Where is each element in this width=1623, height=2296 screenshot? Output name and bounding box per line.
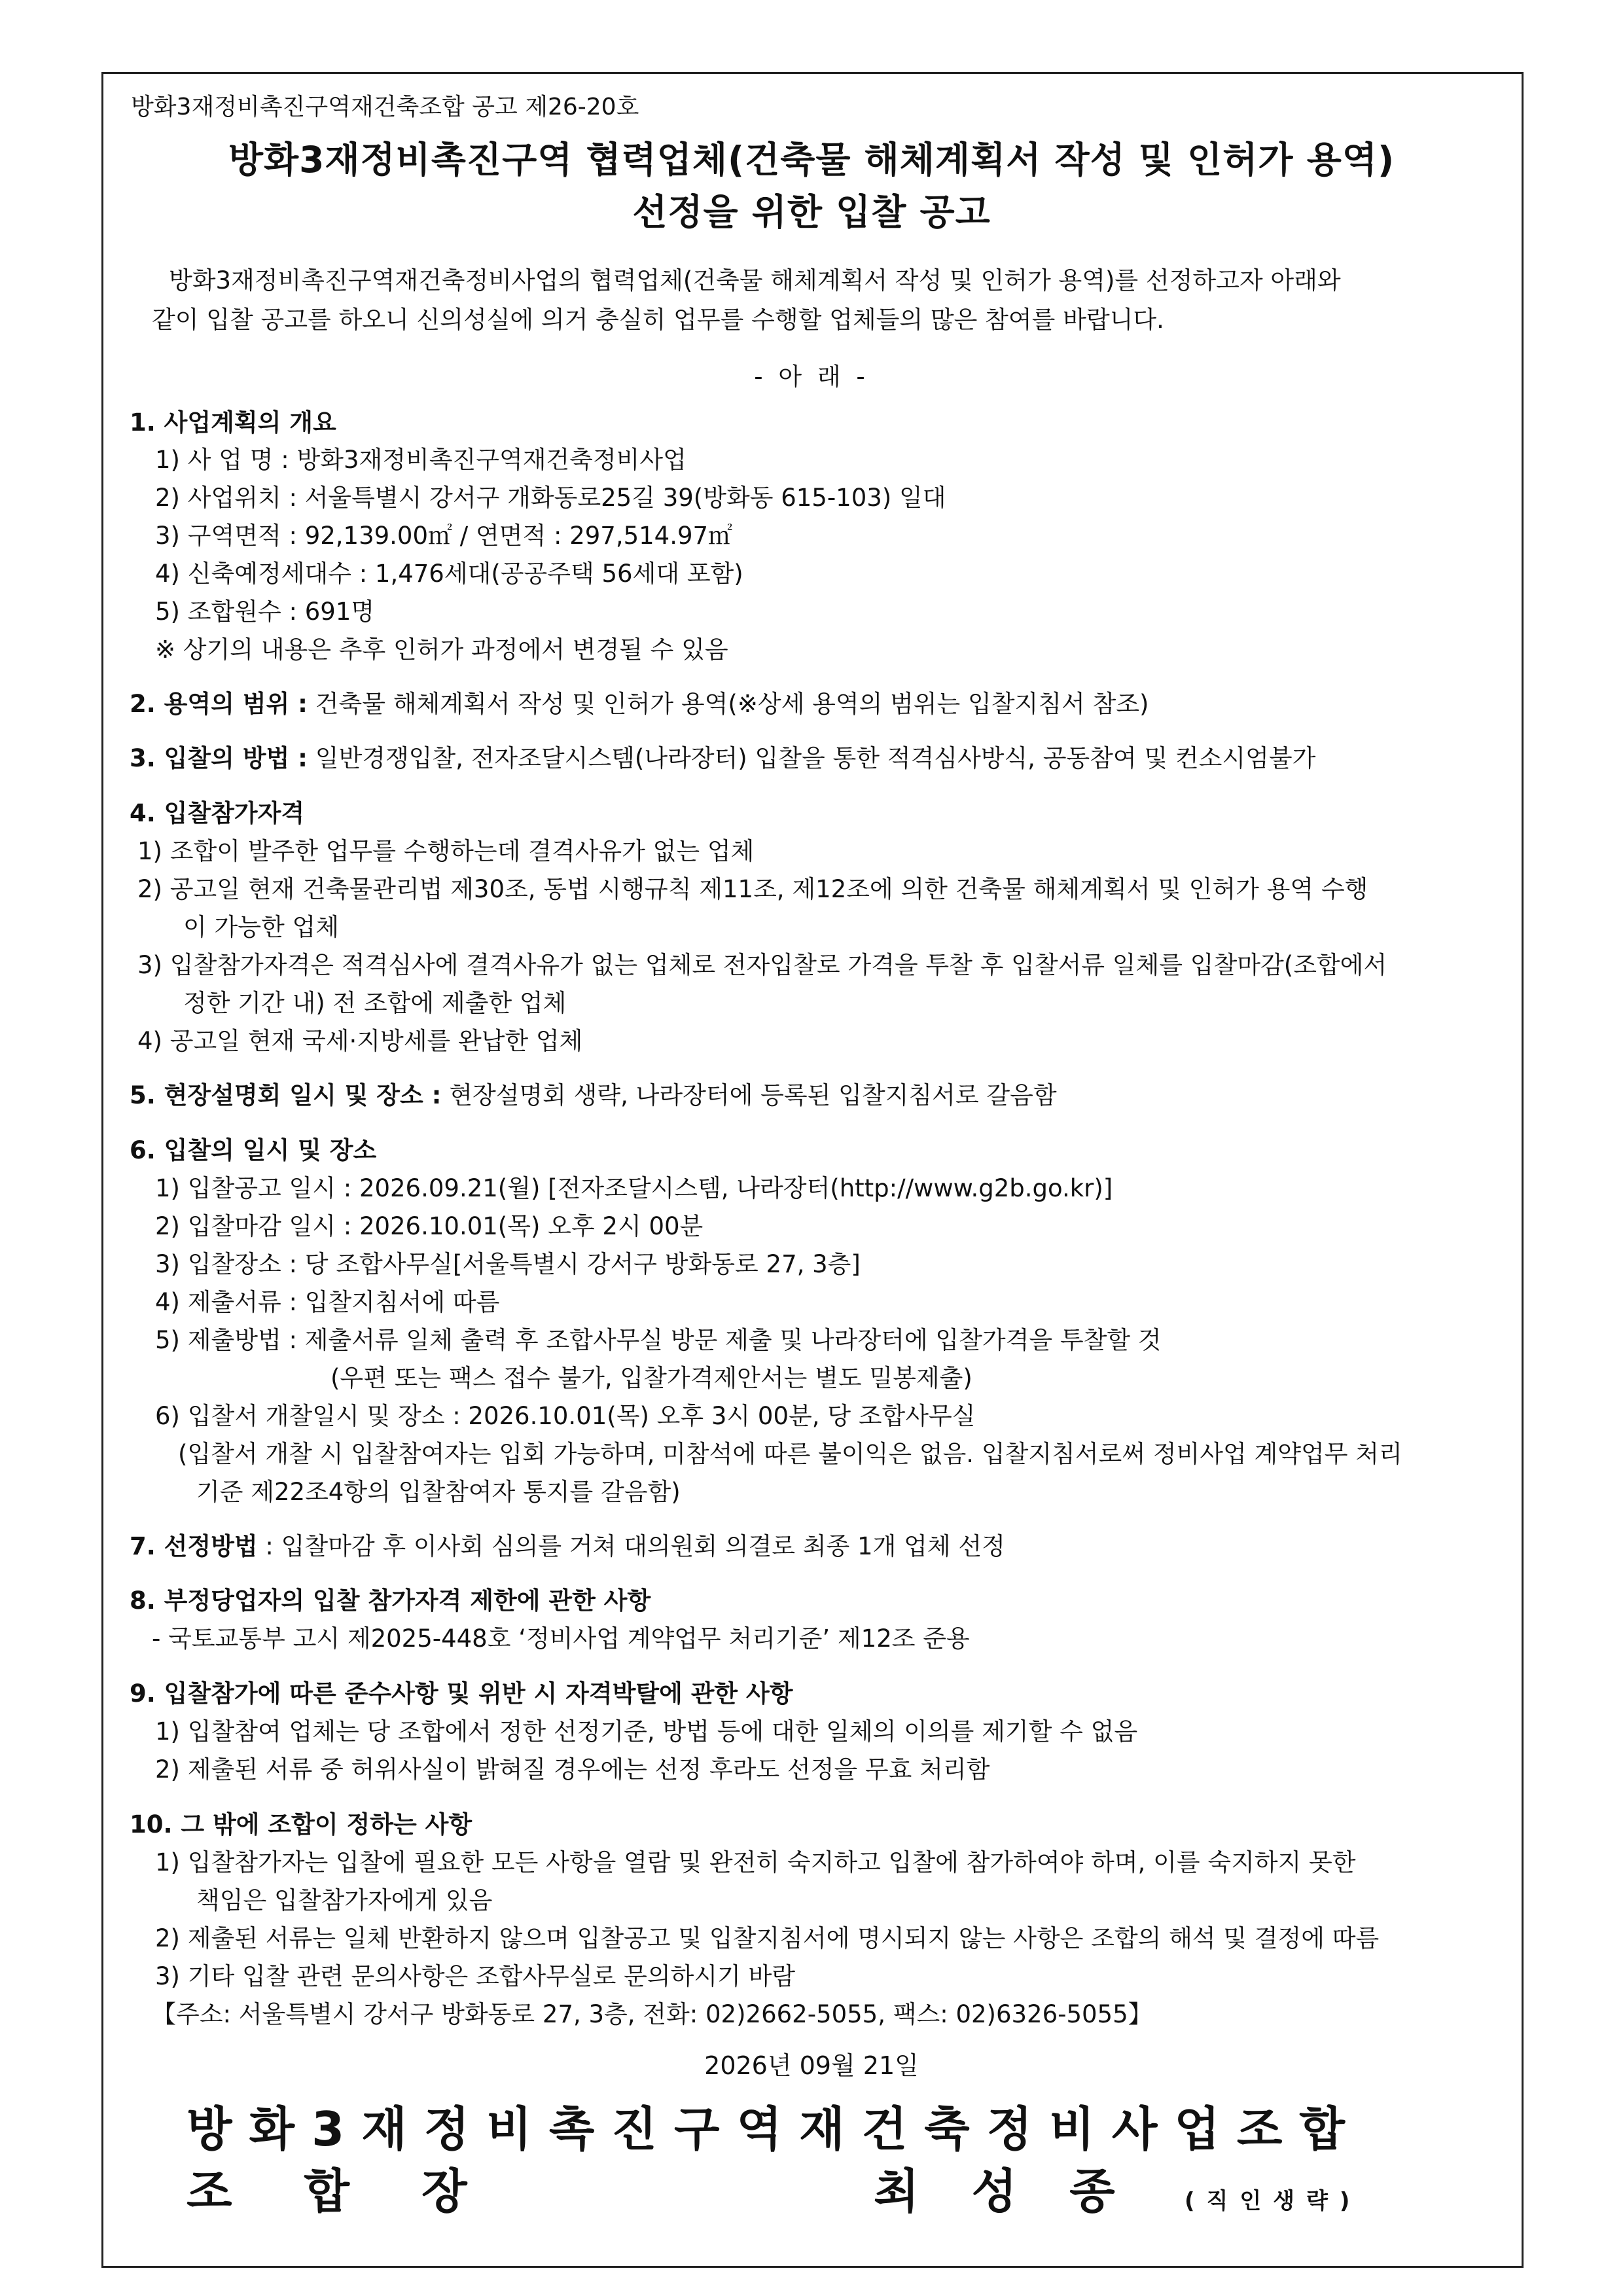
section-6-heading: 6. 입찰의 일시 및 장소 (130, 1136, 377, 1164)
organization-name: 방화3재정비촉진구역재건축정비사업조합 (187, 2102, 1363, 2157)
list-item: 3) 구역면적 : 92,139.00㎡ / 연면적 : 297,514.97㎡ (155, 522, 733, 550)
list-item: 4) 신축예정세대수 : 1,476세대(공공주택 56세대 포함) (155, 560, 743, 588)
section-7-heading: 7. 선정방법 (130, 1532, 258, 1560)
list-item: 3) 기타 입찰 관련 문의사항은 조합사무실로 문의하시기 바람 (155, 1962, 796, 1990)
list-item-cont: (입찰서 개찰 시 입찰참여자는 입회 가능하며, 미참석에 따른 불이익은 없음. 입찰지침서로써 정비사업 계약업무 처리 (178, 1440, 1402, 1468)
list-item: 1) 조합이 발주한 업무를 수행하는데 결격사유가 없는 업체 (137, 837, 755, 865)
list-item: 1) 사 업 명 : 방화3재정비촉진구역재건축정비사업 (155, 446, 687, 474)
list-item-cont: 이 가능한 업체 (183, 913, 339, 941)
page-subtitle: 선정을 위한 입찰 공고 (632, 191, 991, 233)
list-item: 2) 공고일 현재 건축물관리법 제30조, 동법 시행규칙 제11조, 제12조에 의한 건축물 해체계획서 및 인허가 용역 수행 (137, 875, 1368, 903)
list-item: 1) 입찰공고 일시 : 2026.09.21(월) [전자조달시스템, 나라장터(http://www.g2b.go.kr)] (155, 1174, 1113, 1202)
list-item: 3) 입찰참가자격은 적격심사에 결격사유가 없는 업체로 전자입찰로 가격을 투찰 후 입찰서류 일체를 입찰마감(조합에서 (137, 951, 1387, 979)
list-item-cont: (우편 또는 팩스 접수 불가, 입찰가격제안서는 별도 밀봉제출) (330, 1364, 972, 1392)
section-3-heading: 3. 입찰의 방법 : (130, 744, 308, 772)
issue-date: 2026년 09월 21일 (704, 2051, 919, 2080)
section-2-heading: 2. 용역의 범위 : (130, 690, 308, 718)
section-8-heading: 8. 부정당업자의 입찰 참가자격 제한에 관한 사항 (130, 1587, 651, 1615)
section-3 (130, 738, 1315, 774)
list-item: 6) 입찰서 개찰일시 및 장소 : 2026.10.01(목) 오후 3시 00분, 당 조합사무실 (155, 1402, 976, 1430)
list-item: 2) 제출된 서류는 일체 반환하지 않으며 입찰공고 및 입찰지침서에 명시되지 않는 사항은 조합의 해석 및 결정에 따름 (155, 1924, 1380, 1952)
section-9-heading: 9. 입찰참가에 따른 준수사항 및 위반 시 자격박탈에 관한 사항 (130, 1679, 793, 1708)
contact-info: 【주소: 서울특별시 강서구 방화동로 27, 3층, 전화: 02)2662-5055, 팩스: 02)6326-5055】 (152, 2000, 1152, 2028)
section-5 (130, 1075, 1057, 1111)
list-item: 5) 제출방법 : 제출서류 일체 출력 후 조합사무실 방문 제출 및 나라장터에 입찰가격을 투찰할 것 (155, 1326, 1162, 1354)
section-3-text: 일반경쟁입찰, 전자조달시스템(나라장터) 입찰을 통한 적격심사방식, 공동참여 및 컨소시엄불가 (307, 744, 1316, 772)
list-item: 2) 사업위치 : 서울특별시 강서구 개화동로25길 39(방화동 615-103) 일대 (155, 484, 946, 512)
section-5-heading: 5. 현장설명회 일시 및 장소 : (130, 1081, 442, 1109)
intro-paragraph-cont: 같이 입찰 공고를 하오니 신의성실에 의거 충실히 업무를 수행할 업체들의 많은 참여를 바랍니다. (152, 306, 1164, 334)
section-2-text: 건축물 해체계획서 작성 및 인허가 용역(※상세 용역의 범위는 입찰지침서 참조) (307, 690, 1149, 718)
list-item: 2) 입찰마감 일시 : 2026.10.01(목) 오후 2시 00분 (155, 1212, 704, 1240)
list-note: ※ 상기의 내용은 추후 인허가 과정에서 변경될 수 있음 (155, 636, 728, 664)
intro-paragraph: 방화3재정비촉진구역재건축정비사업의 협력업체(건축물 해체계획서 작성 및 인허가 용역)를 선정하고자 아래와 (169, 266, 1341, 295)
list-item: 4) 공고일 현재 국세·지방세를 완납한 업체 (137, 1027, 583, 1055)
section-7-text: : 입찰마감 후 이사회 심의를 거쳐 대의원회 의결로 최종 1개 업체 선정 (257, 1532, 1005, 1560)
list-item-cont: 책임은 입찰참가자에게 있음 (196, 1886, 493, 1914)
page-title: 방화3재정비촉진구역 협력업체(건축물 해체계획서 작성 및 인허가 용역) (228, 139, 1395, 181)
section-5-text: 현장설명회 생략, 나라장터에 등록된 입찰지침서로 갈음함 (441, 1081, 1057, 1109)
section-1-heading: 1. 사업계획의 개요 (130, 408, 336, 437)
list-item-cont: 정한 기간 내) 전 조합에 제출한 업체 (183, 989, 567, 1017)
list-item-cont: 기준 제22조4항의 입찰참여자 통지를 갈음함) (196, 1478, 681, 1506)
list-item: 3) 입찰장소 : 당 조합사무실[서울특별시 강서구 방화동로 27, 3층] (155, 1250, 861, 1278)
below-marker: - 아 래 - (754, 363, 869, 391)
chief-title: 조합장 (187, 2164, 539, 2219)
section-10-heading: 10. 그 밖에 조합이 정하는 사항 (130, 1810, 473, 1839)
list-item: 2) 제출된 서류 중 허위사실이 밝혀질 경우에는 선정 후라도 선정을 무효 처리함 (155, 1755, 990, 1784)
section-2 (130, 684, 1149, 719)
list-item: 1) 입찰참여 업체는 당 조합에서 정한 선정기준, 방법 등에 대한 일체의 이의를 제기할 수 없음 (155, 1717, 1138, 1746)
notice-number: 방화3재정비촉진구역재건축조합 공고 제26-20호 (131, 94, 639, 120)
list-item: 5) 조합원수 : 691명 (155, 598, 375, 626)
seal-omitted-note: (직인생략) (1185, 2188, 1362, 2214)
list-item: 4) 제출서류 : 입찰지침서에 따름 (155, 1288, 500, 1316)
section-4-heading: 4. 입찰참가자격 (130, 799, 305, 827)
list-item: - 국토교통부 고시 제2025-448호 ‘정비사업 계약업무 처리기준’ 제12조 준용 (152, 1624, 970, 1653)
section-7 (130, 1526, 1005, 1562)
chief-name: 최성종 (874, 2164, 1168, 2219)
list-item: 1) 입찰참가자는 입찰에 필요한 모든 사항을 열람 및 완전히 숙지하고 입찰에 참가하여야 하며, 이를 숙지하지 못한 (155, 1848, 1356, 1876)
